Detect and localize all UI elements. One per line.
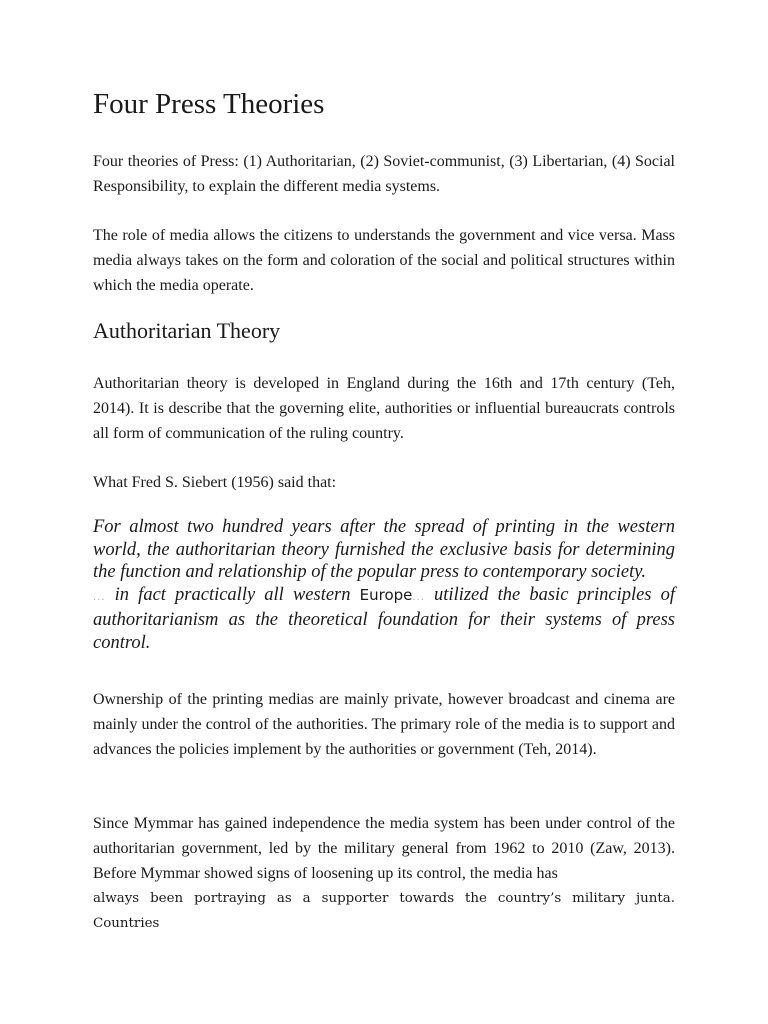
myanmar-paragraph-text: Since Mymmar has gained independence the media system has been under control of the authoritarian government, led by the military general from 1962 to 2010 (Zaw, 2013). Before Mymmar showed signs of loosening up its control, the media has	[93, 815, 675, 882]
quote-ellipsis-trailing: ...	[412, 591, 425, 603]
quote-part-1: For almost two hundred years after the spread of printing in the western world, the authoritarian theory furnished the exclusive basis for determining the function and relationship of the popular press to contemporary society.	[93, 517, 675, 582]
quote-intro: What Fred S. Siebert (1956) said that:	[93, 474, 337, 491]
authoritarian-paragraph-myanmar	[93, 811, 675, 936]
section-heading-authoritarian: Authoritarian Theory	[93, 318, 281, 343]
document-title: Four Press Theories	[93, 88, 325, 120]
quote-part-2-start: in fact practically all western	[114, 584, 351, 605]
quote-place-europe: Europe	[359, 585, 413, 604]
myanmar-paragraph-last-line: always been portraying as a supporter towards the country’s military junta. Countries	[93, 891, 675, 931]
quote-ellipsis-leading: ...	[93, 591, 106, 603]
authoritarian-paragraph-origin: Authoritarian theory is developed in England during the 16th and 17th century (Teh, 2014). It is describe that the governing elite, authorities or influential bureaucrats controls all form of communication of the ruling country.	[93, 375, 675, 442]
authoritarian-paragraph-ownership: Ownership of the printing medias are mainly private, however broadcast and cinema are mainly under the control of the authorities. The primary role of the media is to support and advances the policies implement by the authorities or government (Teh, 2014).	[93, 691, 675, 758]
intro-paragraph-role-of-media: The role of media allows the citizens to understands the government and vice versa. Mass media always takes on the form and coloration of the social and political structures within which the media operate.	[93, 227, 675, 294]
quote-part-2-end: utilized the basic principles of authoritarianism as the theoretical foundation for their systems of press control.	[93, 584, 676, 653]
quote-part-2-line	[93, 584, 675, 655]
intro-paragraph-press-theories: Four theories of Press: (1) Authoritarian, (2) Soviet-communist, (3) Libertarian, (4) Social Responsibility, to explain the different media systems.	[93, 153, 675, 195]
siebert-quote	[93, 516, 675, 654]
